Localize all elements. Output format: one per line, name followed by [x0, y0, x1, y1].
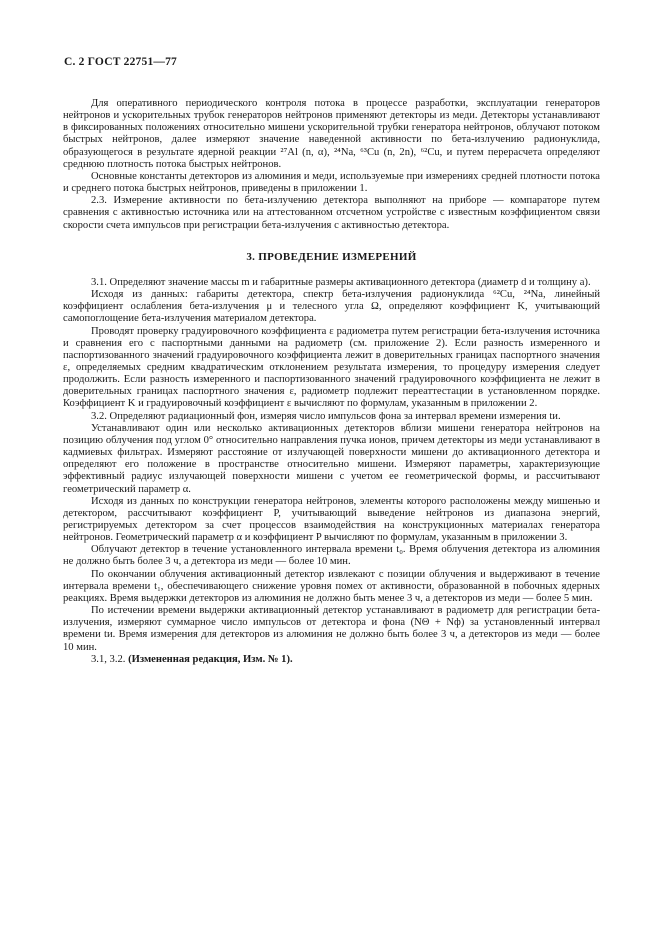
paragraph: Основные константы детекторов из алюминия и меди, используемые при измерениях средней плотности потока и среднего потока быстрых нейтронов, приведены в приложении 1.: [63, 170, 600, 195]
amendment-note: [63, 654, 600, 666]
paragraph: Проводят проверку градуировочного коэффициента ε радиометра путем регистрации бета-излучения источника и сравнения его с паспортными данными на радиометр (см. приложение 2). Если разность измеренного и паспортизованного значений градуировочного коэффициента лежит в доверительных границах паспортного значения ε, определяемых средним квадратическим отклонением результата измерения, то процедуру измерения следует продолжить. Если разность измеренного и паспортизованного значений градуировочного коэффициента не лежит в доверительных границах паспортного значения ε, радиометр подлежит переаттестации в установленном порядке. Коэффициент K и градуировочный коэффициент ε вычисляют по формулам, указанным в приложении 2.: [63, 325, 600, 410]
paragraph: Для оперативного периодического контроля потока в процессе разработки, эксплуатации генераторов нейтронов и ускорительных трубок генераторов нейтронов применяют детекторы из меди. Детекторы устанавливают в фиксированных положениях относительно мишени ускорительной трубки генератора нейтронов, облучают потоком быстрых нейтронов, далее измеряют значение наведенной активности по бета-излучению радионуклида, образующегося в результате ядерной реакции ²⁷Al (n, α), ²⁴Na, ⁶³Cu (n, 2n), ⁶²Cu, и путем перерасчета определяют среднюю плотность потока быстрых нейтронов.: [63, 98, 600, 170]
paragraph: Исходя из данных: габариты детектора, спектр бета-излучения радионуклида ⁶²Cu, ²⁴Na, линейный коэффициент ослабления бета-излучения μ и телесного угла Ω, определяют коэффициент K, учитывающий самопоглощение бета-излучения материалом детектора.: [63, 289, 600, 325]
paragraph: По окончании облучения активационный детектор извлекают с позиции облучения и выдерживают в течение интервала времени t₁, обеспечивающего снижение уровня помех от активности, образованной в побочных ядерных реакциях. Время выдержки детекторов из алюминия не должно быть менее 3 ч, а детекторов из меди — более 5 мин.: [63, 568, 600, 604]
paragraph: Облучают детектор в течение установленного интервала времени t₀. Время облучения детектора из алюминия не должно быть более 3 ч, а детектора из меди — более 10 мин.: [63, 544, 600, 568]
page-header: С. 2 ГОСТ 22751—77: [64, 56, 177, 68]
paragraph: Исходя из данных по конструкции генератора нейтронов, элементы которого расположены между мишенью и детектором, рассчитывают коэффициент P, учитывающий выведение нейтронов из диапазона энергий, регистрируемых детектором за счет процессов взаимодействия на конструкционных материалах генератора нейтронов. Геометрический параметр α и коэффициент P вычисляют по формулам, указанным в приложении 3.: [63, 495, 600, 544]
paragraph: По истечении времени выдержки активационный детектор устанавливают в радиометр для регистрации бета-излучения, измеряют суммарное число импульсов от детектора и фона (NΘ + Nф) за установленный интервал времени tи. Время измерения для детекторов из алюминия не должно быть более 3 ч, а детекторов из меди — более 10 мин.: [63, 605, 600, 653]
paragraph: 3.2. Определяют радиационный фон, измеряя число импульсов фона за интервал времени измерения tи.: [91, 410, 561, 422]
amendment-text: (Измененная редакция, Изм. № 1).: [128, 653, 293, 665]
paragraph: Устанавливают один или несколько активационных детекторов вблизи мишени генератора нейтронов на позицию облучения под углом 0° относительно направления пучка ионов, причем детекторы из меди устанавливают в кадмиевых фильтрах. Измеряют расстояние от излучающей поверхности мишени до активационного детектора и определяют его положение в пространстве относительно мишени. Измеряют параметры, характеризующие эффективный радиус излучающей поверхности мишени с учетом ее геометрической формы, и рассчитывают геометрический параметр α.: [63, 422, 600, 495]
amendment-prefix: 3.1, 3.2.: [91, 653, 129, 665]
section-heading: 3. ПРОВЕДЕНИЕ ИЗМЕРЕНИЙ: [246, 250, 417, 263]
paragraph: 3.1. Определяют значение массы m и габаритные размеры активационного детектора (диаметр d и толщину a).: [91, 276, 591, 288]
document-body: [63, 98, 600, 666]
paragraph: 2.3. Измерение активности по бета-излучению детектора выполняют на приборе — компараторе путем сравнения с активностью источника или на аттестованном отсчетном устройстве с известным коэффициентом связи скорости счета импульсов при регистрации бета-излучения с активностью детектора.: [63, 195, 600, 231]
